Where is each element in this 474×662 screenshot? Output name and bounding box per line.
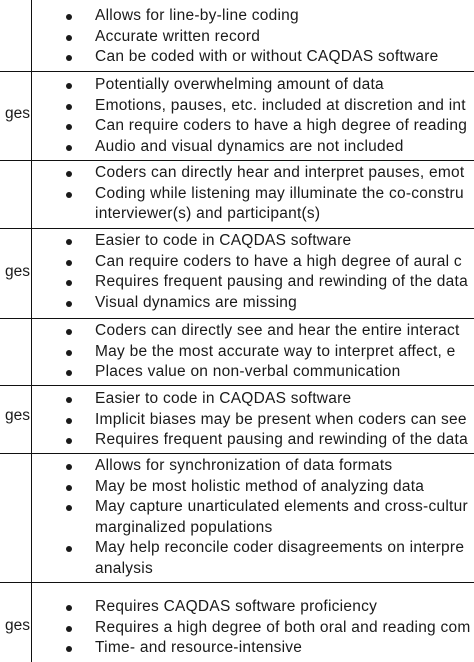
bullet-icon (66, 145, 72, 151)
row-divider (0, 71, 474, 72)
bullet-item: May help reconcile coder disagreements on interpre (95, 539, 465, 556)
bullet-item: Coders can directly hear and interpret pauses, emot (95, 164, 465, 181)
bullet-icon (66, 605, 72, 611)
bullet-item: Requires frequent pausing and rewinding of the data (95, 431, 468, 448)
bullet-icon (66, 546, 72, 552)
bullet-icon (66, 418, 72, 424)
bullet-item: May be most holistic method of analyzing data (95, 477, 425, 495)
bullet-item: Requires a high degree of both oral and reading com (95, 618, 471, 636)
row-label: ges (5, 263, 30, 280)
bullet-icon (66, 646, 72, 652)
bullet-icon (66, 104, 72, 110)
bullet-item: May capture unarticulated elements and cross-cultur (95, 498, 468, 515)
bullet-icon (66, 260, 72, 266)
bullet-icon (66, 14, 72, 20)
bullet-item: Easier to code in CAQDAS software (95, 390, 352, 407)
bullet-icon (66, 83, 72, 89)
bullet-icon (66, 350, 72, 356)
bullet-item: Audio and visual dynamics are not included (95, 137, 404, 155)
bullet-icon (66, 301, 72, 307)
row-label: ges (5, 617, 30, 634)
bullet-item: Visual dynamics are missing (95, 293, 298, 311)
bullet-icon (66, 192, 72, 198)
row-divider (0, 582, 474, 583)
bullet-item: Accurate written record (95, 27, 261, 45)
bullet-item: Potentially overwhelming amount of data (95, 76, 384, 93)
column-divider (31, 0, 32, 662)
bullet-icon (66, 464, 72, 470)
bullet-item: Coding while listening may illuminate the co-constru (95, 184, 464, 202)
bullet-icon (66, 55, 72, 61)
bullet-item: Can require coders to have a high degree of reading (95, 117, 468, 134)
bullet-icon (66, 329, 72, 335)
bullet-icon (66, 438, 72, 444)
bullet-item-continuation: analysis (95, 559, 153, 577)
bullet-item: Requires CAQDAS software proficiency (95, 598, 378, 615)
bullet-item: Time- and resource-intensive (95, 639, 303, 656)
row-label: ges (5, 105, 30, 122)
bullet-item: Can be coded with or without CAQDAS software (95, 48, 439, 65)
bullet-item: May be the most accurate way to interpret affect, e (95, 342, 456, 360)
row-divider (0, 318, 474, 319)
bullet-item: Places value on non-verbal communication (95, 363, 401, 380)
bullet-item: Allows for line-by-line coding (95, 7, 299, 24)
bullet-item: Implicit biases may be present when coders can see (95, 410, 467, 428)
bullet-icon (66, 626, 72, 632)
row-label: ges (5, 407, 30, 424)
bullet-icon (66, 370, 72, 376)
bullet-icon (66, 505, 72, 511)
bullet-icon (66, 280, 72, 286)
bullet-item-continuation: marginalized populations (95, 518, 273, 536)
bullet-item: Easier to code in CAQDAS software (95, 232, 352, 249)
bullet-icon (66, 239, 72, 245)
bullet-item: Emotions, pauses, etc. included at discretion and int (95, 96, 466, 114)
row-divider (0, 385, 474, 386)
bullet-item-continuation: interviewer(s) and participant(s) (95, 205, 321, 222)
bullet-icon (66, 171, 72, 177)
bullet-item: Requires frequent pausing and rewinding of the data (95, 273, 468, 290)
row-divider (0, 160, 474, 161)
bullet-icon (66, 485, 72, 491)
bullet-item: Allows for synchronization of data formats (95, 457, 393, 474)
bullet-icon (66, 397, 72, 403)
row-divider (0, 228, 474, 229)
row-divider (0, 453, 474, 454)
bullet-item: Coders can directly see and hear the entire interact (95, 322, 460, 339)
bullet-icon (66, 124, 72, 130)
bullet-item: Can require coders to have a high degree of aural c (95, 252, 462, 270)
bullet-icon (66, 35, 72, 41)
